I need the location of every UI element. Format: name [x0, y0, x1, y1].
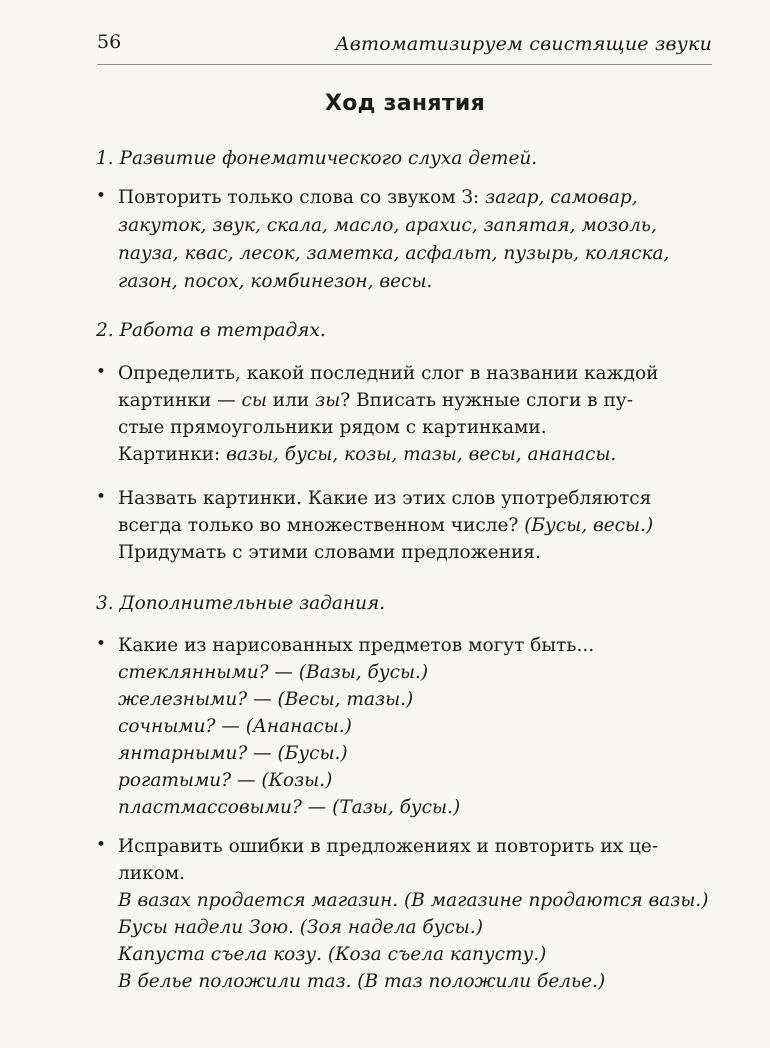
bullet-icon: •: [96, 186, 107, 206]
text-line: ликом.: [118, 863, 186, 884]
text-line: стые прямоугольники рядом с картинками.: [118, 417, 547, 438]
bullet-icon: •: [96, 487, 107, 507]
italic-word-list: закуток, звук, скала, масло, арахис, запятая, мозоль,: [118, 215, 657, 236]
bullet-icon: •: [96, 835, 107, 855]
bullet-object-properties: [96, 632, 716, 821]
section-heading-phonemic-hearing: 1. Развитие фонематического слуха детей.: [96, 148, 538, 169]
italic-word-list: загар, самовар,: [485, 187, 638, 208]
bullet-content: [118, 485, 714, 566]
text-line: [118, 387, 714, 414]
lesson-title: Ход занятия: [324, 91, 486, 116]
running-head: Автоматизируем свистящие звуки: [335, 33, 712, 55]
bullet-repeat-words: [96, 184, 716, 296]
property-line: сочными? — (Ананасы.): [118, 716, 352, 737]
bullet-content: [118, 184, 714, 296]
answer-fragment: (Бусы, весы.): [524, 515, 654, 536]
property-line: рогатыми? — (Козы.): [118, 770, 333, 791]
sentence-line: В вазах продается магазин. (В магазине продаются вазы.): [118, 890, 709, 911]
property-line: железными? — (Весы, тазы.): [118, 689, 414, 710]
picture-list: вазы, бусы, козы, тазы, весы, ананасы.: [226, 444, 617, 465]
property-line: стеклянными? — (Вазы, бусы.): [118, 662, 429, 683]
header-divider: [97, 64, 712, 65]
italic-word-list: газон, посох, комбинезон, весы.: [118, 271, 433, 292]
text-fragment: ? Вписать нужные слоги в пу-: [340, 390, 633, 411]
text-fragment: Картинки:: [118, 444, 227, 465]
text-line: Исправить ошибки в предложениях и повторить их це-: [118, 836, 659, 857]
text-fragment: или: [266, 390, 316, 411]
bullet-correct-sentences: [96, 833, 716, 995]
text-line: Какие из нарисованных предметов могут быть...: [118, 635, 595, 656]
syllable-sy: сы: [241, 390, 267, 411]
sentence-line: Бусы надели Зою. (Зоя надела бусы.): [118, 917, 483, 938]
bullet-identify-syllable: [96, 360, 716, 468]
syllable-zy: зы: [315, 390, 341, 411]
text-line: Назвать картинки. Какие из этих слов употребляются: [118, 488, 652, 509]
section-heading-notebook-work: 2. Работа в тетрадях.: [96, 320, 326, 341]
bullet-icon: •: [96, 634, 107, 654]
text-line: [118, 441, 714, 468]
bullet-icon: •: [96, 362, 107, 382]
text-line: Определить, какой последний слог в названии каждой: [118, 363, 659, 384]
text-line: Придумать с этими словами предложения.: [118, 542, 541, 563]
sentence-line: В белье положили таз. (В таз положили белье.): [118, 971, 606, 992]
text-line: [118, 184, 714, 212]
text-fragment: Повторить только слова со звуком З:: [118, 187, 486, 208]
text-fragment: картинки —: [118, 390, 242, 411]
italic-word-list: пауза, квас, лесок, заметка, асфальт, пузырь, коляска,: [118, 243, 670, 264]
property-line: янтарными? — (Бусы.): [118, 743, 348, 764]
property-line: пластмассовыми? — (Тазы, бусы.): [118, 797, 461, 818]
text-line: [118, 512, 714, 539]
bullet-content: [118, 632, 714, 821]
section-heading-extra-tasks: 3. Дополнительные задания.: [96, 593, 386, 614]
page-number: 56: [97, 31, 122, 53]
bullet-name-pictures: [96, 485, 716, 566]
text-fragment: всегда только во множественном числе?: [118, 515, 525, 536]
bullet-content: [118, 833, 714, 995]
sentence-line: Капуста съела козу. (Коза съела капусту.): [118, 944, 547, 965]
bullet-content: [118, 360, 714, 468]
